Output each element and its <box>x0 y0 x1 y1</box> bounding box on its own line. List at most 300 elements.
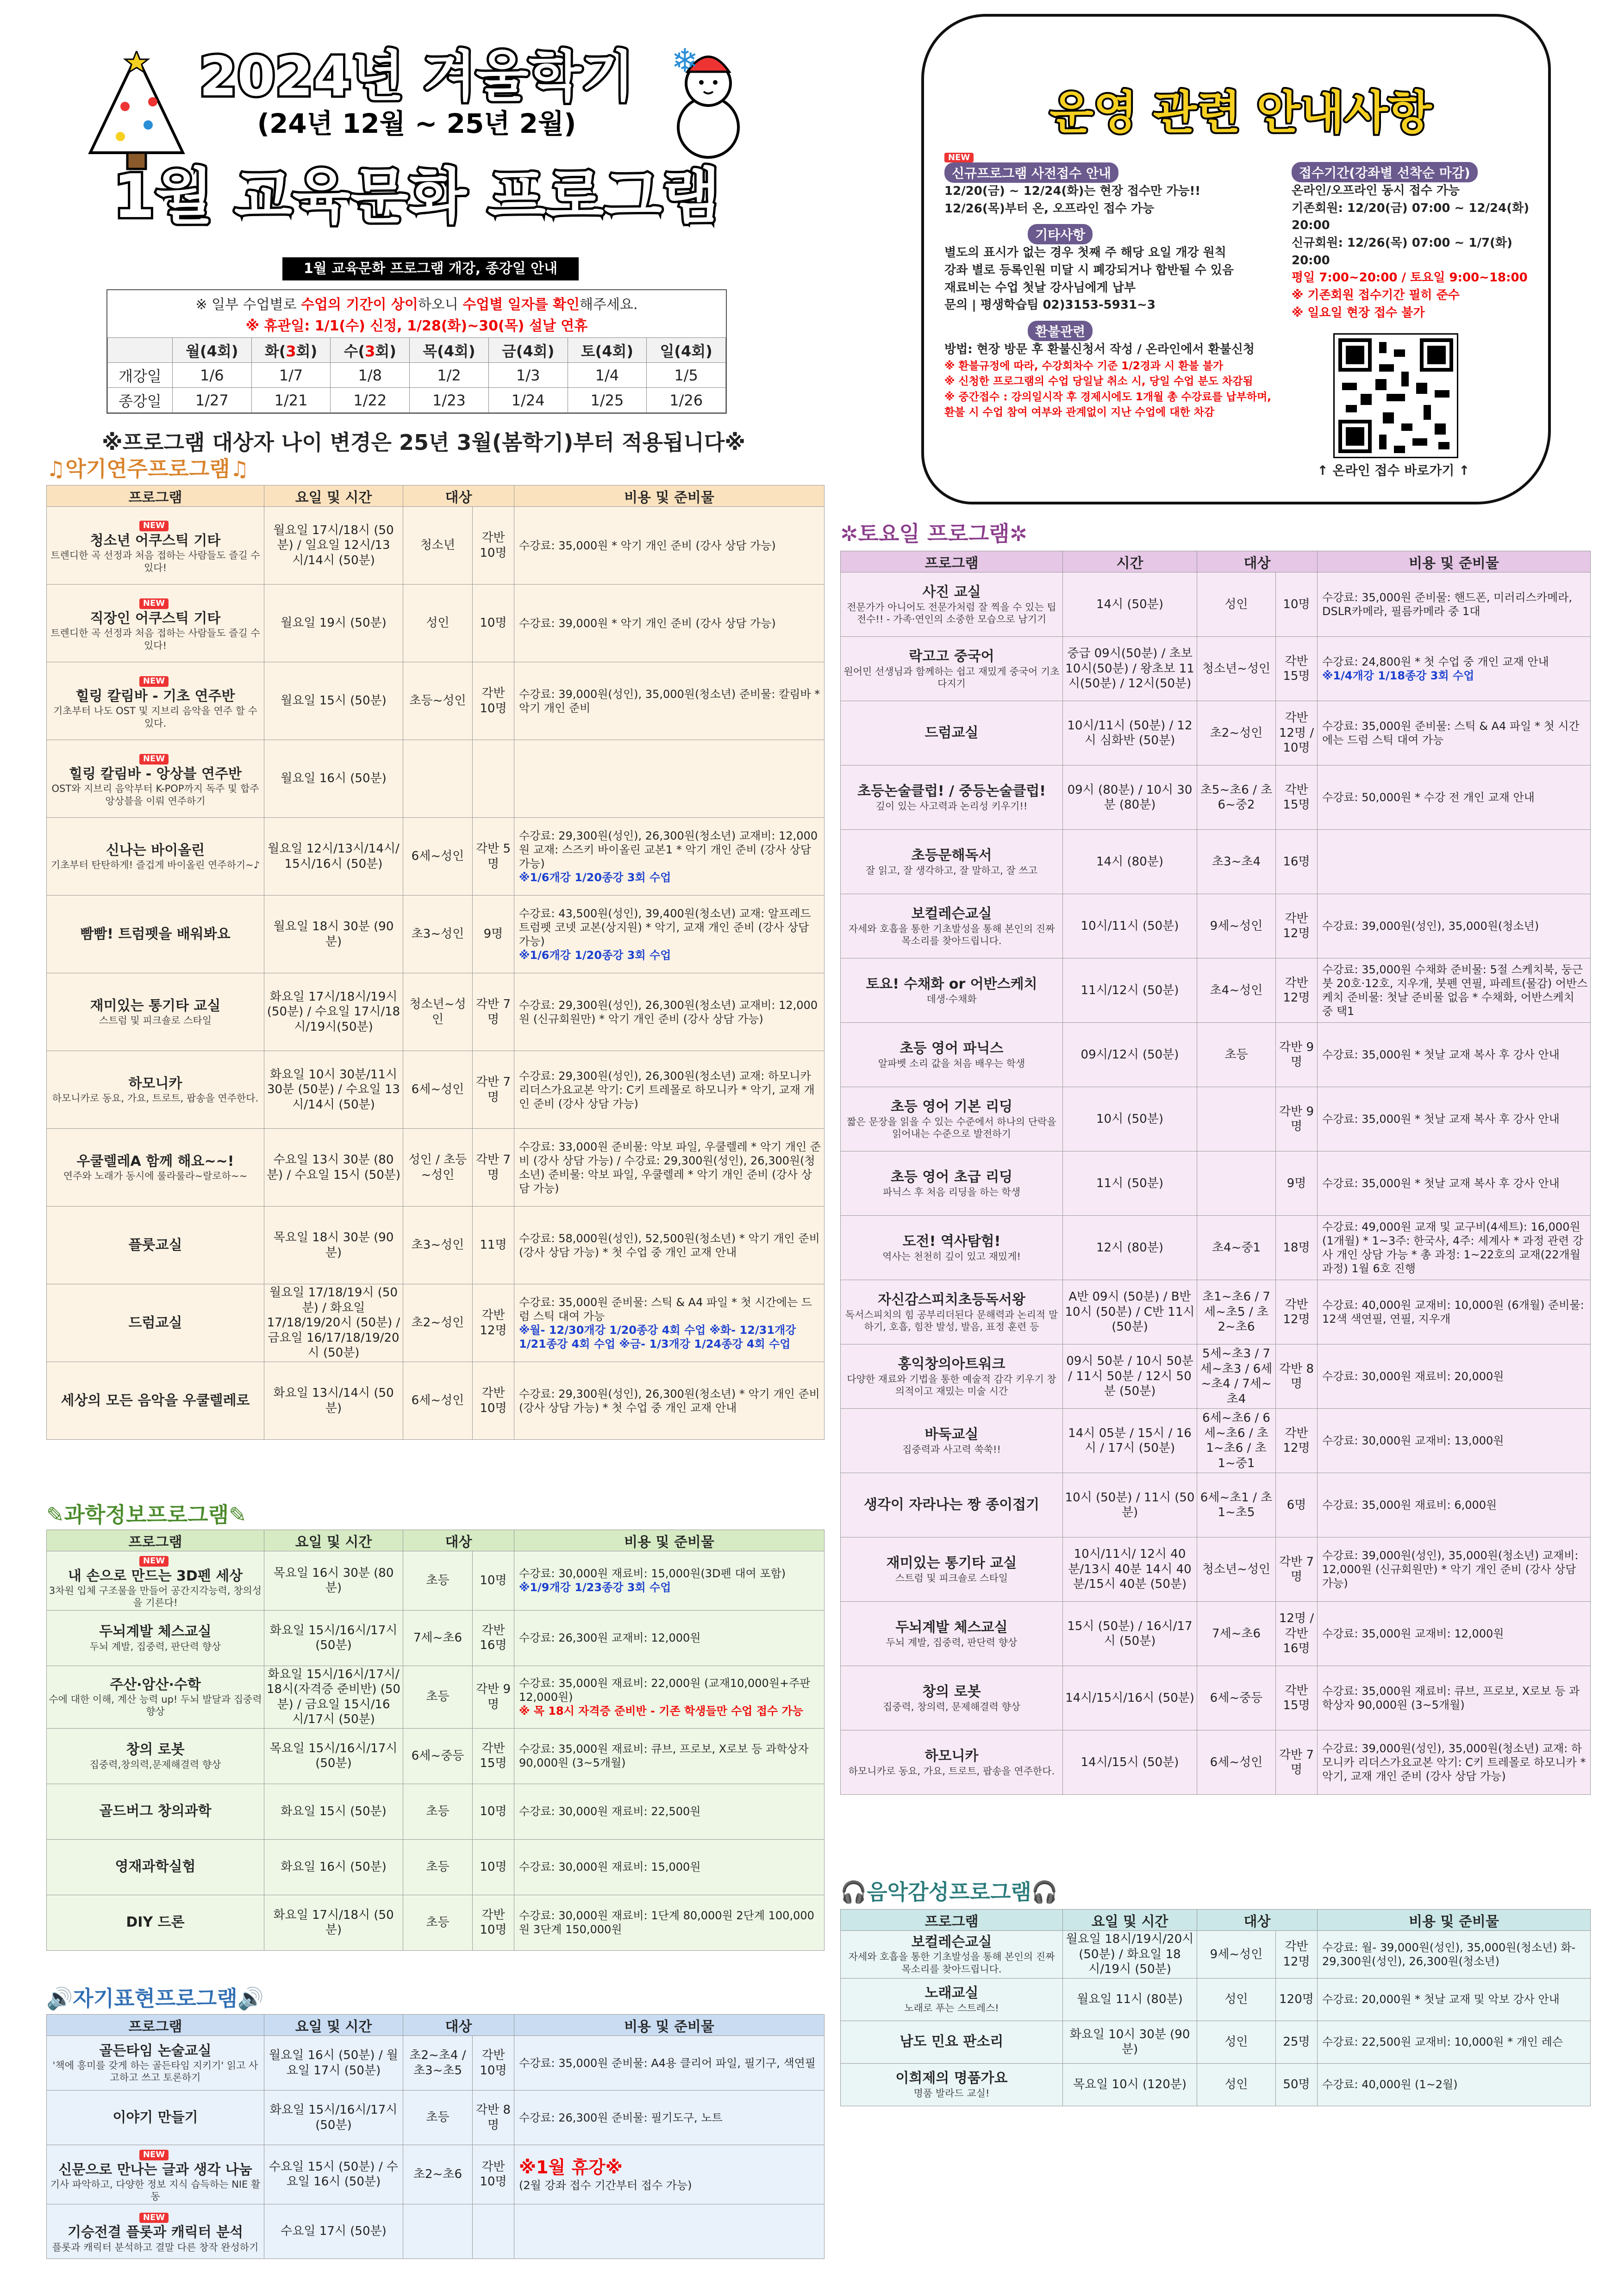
cost-cell <box>1318 765 1591 830</box>
table-header-cell: 비용 및 준비물 <box>514 485 824 507</box>
music-program-table <box>46 485 824 1440</box>
capacity-cell: 각반 9명 <box>473 1666 514 1728</box>
program-name: 락고고 중국어 <box>909 648 994 665</box>
target-cell: 6세~성인 <box>403 1362 473 1440</box>
cost-text: 수강료: 30,000원 재료비: 15,000원(3D펜 대여 포함) <box>519 1567 786 1580</box>
capacity-cell: 10명 <box>473 1839 514 1895</box>
capacity-cell: 각반 10명 <box>473 1895 514 1950</box>
program-name: DIY 드론 <box>126 1914 185 1931</box>
target-cell: 초등 <box>403 1839 473 1895</box>
program-name-cell <box>47 662 264 740</box>
target-cell: 6세~중등 <box>1197 1666 1276 1730</box>
table-row <box>841 1023 1591 1087</box>
program-name-cell <box>841 765 1063 830</box>
notice-line: 환불 시 수업 참여 여부와 관계없이 지난 수업에 대한 차감 <box>944 406 1215 418</box>
target-cell: 6세~성인 <box>403 818 473 896</box>
calendar-cell: 1/5 <box>647 363 726 388</box>
time-cell: 화요일 16시 (50분) <box>264 1839 403 1895</box>
warning-note: ※1월 휴강※ <box>519 2157 623 2178</box>
sparkle-icon: ✲ <box>840 521 858 546</box>
cost-text: 수강료: 30,000원 재료비: 15,000원 <box>519 1860 701 1873</box>
new-badge: NEW <box>139 1556 169 1567</box>
headphones-icon: 🎧 <box>1031 1879 1058 1904</box>
calendar-cell: 1/25 <box>568 388 647 413</box>
table-row <box>841 1344 1591 1409</box>
time-cell: 화요일 15시/16시/17시 (50분) <box>264 2091 403 2145</box>
target-cell <box>1197 1087 1276 1151</box>
program-name: 신나는 바이올린 <box>106 842 205 859</box>
new-badge: NEW <box>139 598 169 609</box>
program-desc: 하모니카로 동요, 가요, 트로트, 팝송을 연주한다. <box>848 1765 1055 1777</box>
cost-cell <box>514 1895 824 1950</box>
program-name-cell <box>841 572 1063 637</box>
program-name: 하모니카 <box>924 1748 979 1765</box>
capacity-cell: 각반 10명 <box>473 2036 514 2091</box>
program-desc: 기초부터 나도 OST 및 지브리 음악을 연주 할 수 있다. <box>53 705 257 729</box>
target-cell: 9세~성인 <box>1197 894 1276 958</box>
program-name: 홍익창의아트워크 <box>898 1356 1006 1372</box>
capacity-cell: 각반 7명 <box>473 1051 514 1129</box>
capacity-cell: 각반 9명 <box>1276 1087 1318 1151</box>
table-row <box>47 973 824 1051</box>
cost-cell <box>1318 1023 1591 1087</box>
program-desc: 알파벳 소리 값을 처음 배우는 학생 <box>878 1058 1025 1069</box>
schedule-subtitle: 1월 교육문화 프로그램 개강, 종강일 안내 <box>282 257 579 280</box>
calendar-cell: 종강일 <box>108 388 173 413</box>
registration-pill: 신규프로그램 사전접수 안내 <box>944 162 1118 183</box>
table-header-cell: 대상 <box>1197 551 1318 572</box>
cost-text: 수강료: 24,800원 * 첫 수업 중 개인 교재 안내 <box>1322 655 1549 668</box>
program-name-cell <box>841 1931 1063 1979</box>
calendar-cell <box>331 338 410 363</box>
session-note: ※1/6개강 1/20종강 3회 수업 <box>519 948 671 962</box>
cost-cell <box>1318 1087 1591 1151</box>
program-desc: 역사는 천천히 깊이 있고 재밌게! <box>882 1251 1021 1262</box>
target-cell: 초2~성인 <box>1197 701 1276 765</box>
program-name-cell <box>47 507 264 585</box>
program-desc: 집중력, 창의력, 문제해결력 향상 <box>882 1701 1021 1712</box>
target-cell: 초등 <box>403 1666 473 1728</box>
notice-line: ※ 신청한 프로그램의 수업 당일날 취소 시, 당일 수업 분도 차감됨 <box>944 375 1253 388</box>
time-cell: 목요일 10시 (120분) <box>1063 2063 1197 2106</box>
target-cell: 6세~성인 <box>1197 1730 1276 1795</box>
notice-line: 별도의 표시가 없는 경우 첫째 주 해당 요일 개강 원칙 <box>944 246 1226 260</box>
program-name: 초등 영어 파닉스 <box>899 1040 1004 1057</box>
program-name-cell <box>841 1602 1063 1666</box>
table-header-cell: 비용 및 준비물 <box>514 1530 824 1551</box>
capacity-cell: 각반 15명 <box>473 1728 514 1784</box>
qr-code-icon[interactable] <box>1333 333 1458 458</box>
time-cell: 목요일 16시 30분 (80분) <box>264 1551 403 1611</box>
program-desc: 트렌디한 곡 선정과 처음 접하는 사람들도 즐길 수 있다! <box>50 628 260 651</box>
time-cell: A반 09시 (50분) / B반 10시 (50분) / C반 11시 (50분) <box>1063 1280 1197 1344</box>
time-cell: 월요일 15시 (50분) <box>264 662 403 740</box>
program-name: 신문으로 만나는 글과 생각 나눔 <box>58 2161 252 2178</box>
calendar-day-part: 3 <box>365 342 375 360</box>
refund-lines <box>944 341 1282 359</box>
calendar-cell: 1/26 <box>647 388 726 413</box>
calendar-day-part: 회) <box>296 342 318 360</box>
calendar-cell: 1/21 <box>251 388 331 413</box>
capacity-cell: 각반 12명 <box>1276 1931 1318 1979</box>
target-cell: 초4~중1 <box>1197 1216 1276 1280</box>
program-name: 재미있는 통기타 교실 <box>886 1555 1017 1572</box>
calendar-day-part: 화( <box>264 342 286 360</box>
capacity-cell: 10명 <box>473 585 514 662</box>
calendar-cell <box>251 338 331 363</box>
program-name-cell <box>47 1728 264 1784</box>
headphones-icon: 🎧 <box>840 1879 867 1904</box>
program-name: 바둑교실 <box>924 1426 979 1443</box>
calendar-cell <box>108 338 173 363</box>
target-cell: 6세~성인 <box>403 1051 473 1129</box>
target-cell: 7세~초6 <box>1197 1602 1276 1666</box>
target-cell: 초등~성인 <box>403 662 473 740</box>
table-header-cell: 프로그램 <box>841 1910 1063 1931</box>
program-name: 두뇌계발 체스교실 <box>895 1619 1008 1636</box>
table-header-row <box>841 551 1591 572</box>
program-name-cell <box>841 1730 1063 1795</box>
time-cell: 월요일 11시 (80분) <box>1063 1978 1197 2021</box>
registration-lines <box>944 183 1282 218</box>
program-desc: 깊이 있는 사고력과 논리성 키우기!! <box>875 800 1028 812</box>
etc-lines <box>944 244 1282 314</box>
program-name: 창의 로봇 <box>922 1684 981 1700</box>
notice-line: 문의 | 평생학습팀 02)3153-5931~3 <box>944 298 1156 312</box>
program-name: 청소년 어쿠스틱 기타 <box>90 532 221 549</box>
cost-cell <box>1318 2021 1591 2063</box>
time-cell: 10시/11시 (50분) <box>1063 894 1197 958</box>
cost-cell <box>514 1728 824 1784</box>
cost-text: 수강료: 35,000원 준비물: 핸드폰, 미러리스카메라, DSLR카메라, 필름카메라 중 1대 <box>1322 591 1573 618</box>
notice-line: 방법: 현장 방문 후 환불신청서 작성 / 온라인에서 환불신청 <box>944 342 1255 357</box>
program-name: 드럼교실 <box>128 1314 182 1331</box>
notice-line: ※ 환불규정에 따라, 수강회차수 기준 1/2경과 시 환불 불가 <box>944 360 1224 372</box>
table-header-cell: 요일 및 시간 <box>264 1530 403 1551</box>
capacity-cell: 각반 15명 <box>1276 637 1318 701</box>
cost-cell <box>514 2036 824 2091</box>
time-cell: 09시 50분 / 10시 50분 / 11시 50분 / 12시 50분 (50분) <box>1063 1344 1197 1409</box>
calendar-cell: 1/23 <box>410 388 489 413</box>
time-cell: 11시 (50분) <box>1063 1151 1197 1216</box>
capacity-cell: 10명 <box>473 1551 514 1611</box>
program-desc: 자세와 호흡을 통한 기초발성을 통해 본인의 진짜 목소리를 찾아드립니다. <box>848 1951 1055 1975</box>
calendar-cell: 토(4회) <box>568 338 647 363</box>
time-cell: 11시/12시 (50분) <box>1063 958 1197 1023</box>
cost-text: 수강료: 33,000원 준비물: 악보 파일, 우쿨렐레 * 악기 개인 준비 (강사 상담 가능) / 수강료: 29,300원(성인), 26,300원(청소년) 준비물: 악보 파일, 우쿨렐레 * 악기 개인 준비 (강사 상담 가능) <box>519 1140 821 1195</box>
program-name-cell <box>47 1666 264 1728</box>
program-name-cell <box>47 1551 264 1611</box>
cost-cell <box>514 1284 824 1362</box>
calendar-cell: 1/24 <box>488 388 568 413</box>
table-header-cell: 요일 및 시간 <box>264 2015 403 2036</box>
new-badge: NEW <box>944 153 974 162</box>
table-row <box>841 1473 1591 1537</box>
program-desc: OST와 지브리 음악부터 K-POP까지 독주 및 합주 앙상블을 이뤄 연주하기 <box>51 783 259 807</box>
cost-cell <box>514 1129 824 1207</box>
calendar-cell: 월(4회) <box>172 338 251 363</box>
program-desc: 하모니카로 동요, 가요, 트로트, 팝송을 연주한다. <box>52 1093 259 1104</box>
program-desc: 잘 읽고, 잘 생각하고, 잘 말하고, 잘 쓰고 <box>865 865 1038 876</box>
time-cell: 월요일 18시 30분 (90분) <box>264 896 403 973</box>
session-note: ※1/4개강 1/18종강 3회 수업 <box>1322 669 1474 682</box>
cost-text: 수강료: 35,000원 수채화 준비물: 5절 스케치북, 둥근붓 20호·12호, 지우개, 붓펜 연필, 파레트(물감) 어반스케치 준비물: 첫날 준비물 없음 * 수채화, 어반스케치 중 택1 <box>1322 963 1588 1018</box>
program-desc: 데생·수채화 <box>926 993 977 1005</box>
cost-text: 수강료: 29,300원(성인), 26,300원(청소년) * 악기 개인 준비 (강사 상담 가능) * 첫 수업 중 개인 교재 안내 <box>519 1387 820 1414</box>
table-header-cell: 프로그램 <box>841 551 1063 572</box>
new-badge: NEW <box>139 754 169 765</box>
table-row <box>47 1839 824 1895</box>
program-name-cell <box>841 1216 1063 1280</box>
program-desc: 두뇌 계발, 집중력, 판단력 향상 <box>886 1636 1018 1648</box>
time-cell: 월요일 18시/19시/20시 (50분) / 화요일 18시/19시 (50분) <box>1063 1931 1197 1979</box>
cost-text: 수강료: 35,000원 재료비: 큐브, 프로보, X로보 등 과학상자 90,000원 (3~5개월) <box>519 1742 809 1769</box>
period-rules <box>1292 269 1532 322</box>
table-row <box>47 818 824 896</box>
notice-line: 12/20(금) ~ 12/24(화)는 현장 접수만 가능!! <box>944 184 1201 198</box>
table-row <box>47 662 824 740</box>
program-name-cell <box>841 1666 1063 1730</box>
cost-text: 수강료: 월- 39,000원(성인), 35,000원(청소년) 화- 29,300원(성인), 26,300원(청소년) <box>1322 1941 1576 1968</box>
registration-block <box>944 153 1282 420</box>
sparkle-icon: ✲ <box>1009 521 1028 546</box>
cost-text: 수강료: 35,000원 준비물: 스틱 & A4 파일 * 첫 시간에는 드럼 스틱 대여 가능 <box>519 1295 812 1323</box>
table-row <box>47 507 824 585</box>
notice-line: ※ 일요일 현장 접수 불가 <box>1292 305 1425 320</box>
table-header-row <box>841 1910 1591 1931</box>
program-name: 두뇌계발 체스교실 <box>99 1624 212 1640</box>
time-cell: 목요일 18시 30분 (90분) <box>264 1207 403 1284</box>
table-row <box>47 2091 824 2145</box>
target-cell: 초5~초6 / 초6~중2 <box>1197 765 1276 830</box>
table-header-cell: 비용 및 준비물 <box>1318 1910 1591 1931</box>
program-desc: 두뇌 계발, 집중력, 판단력 향상 <box>89 1641 221 1652</box>
time-cell: 09시 (80분) / 10시 30분 (80분) <box>1063 765 1197 830</box>
cost-cell <box>1318 894 1591 958</box>
table-header-cell: 프로그램 <box>47 2015 264 2036</box>
time-cell: 화요일 10시 30분 (90분) <box>1063 2021 1197 2063</box>
cost-text: 수강료: 35,000원 * 첫날 교재 복사 후 강사 안내 <box>1322 1048 1560 1061</box>
program-name-cell <box>841 2021 1063 2063</box>
program-desc: 기초부터 탄탄하게! 즐겁게 바이올린 연주하기~♪ <box>50 859 260 871</box>
cost-cell <box>1318 701 1591 765</box>
program-name-cell <box>841 1344 1063 1409</box>
table-row <box>841 1087 1591 1151</box>
etc-pill: 기타사항 <box>1028 224 1093 244</box>
cost-cell <box>1318 1409 1591 1473</box>
time-cell: 월요일 16시 (50분) <box>264 740 403 818</box>
notice-line: ※ 중간접수 : 강의일시작 후 경제시에도 1개월 총 수강료를 납부하며, <box>944 391 1272 403</box>
cost-text: 수강료: 30,000원 재료비: 20,000원 <box>1322 1370 1504 1383</box>
cost-cell <box>514 507 824 585</box>
notice-line: ※ 기존회원 접수기간 필히 준수 <box>1292 288 1460 303</box>
target-cell: 6세~초6 / 6세~초6 / 초1~초6 / 초1~중1 <box>1197 1409 1276 1473</box>
new-badge: NEW <box>139 676 169 687</box>
cost-cell <box>1318 1666 1591 1730</box>
table-row <box>47 2145 824 2204</box>
program-name: 주산·암산·수학 <box>110 1676 201 1693</box>
time-cell: 화요일 10시 30분/11시 30분 (50분) / 수요일 13시/14시 (50분) <box>264 1051 403 1129</box>
speaker-icon: 🔊 <box>237 1986 264 2011</box>
time-cell: 수요일 15시 (50분) / 수요일 16시 (50분) <box>264 2145 403 2204</box>
qr-caption[interactable]: ↑ 온라인 접수 바로가기 ↑ <box>1317 463 1470 478</box>
program-name-cell <box>841 1537 1063 1602</box>
age-change-notice: ※프로그램 대상자 나이 변경은 25년 3월(봄학기)부터 적용됩니다※ <box>101 430 746 455</box>
program-name-cell <box>47 2204 264 2259</box>
capacity-cell: 각반 10명 <box>473 507 514 585</box>
table-row <box>47 1207 824 1284</box>
cost-text: 수강료: 40,000원 교재비: 10,000원 (6개월) 준비물: 12색 색연필, 연필, 지우개 <box>1322 1299 1584 1325</box>
table-row <box>47 2204 824 2259</box>
program-name-cell <box>841 1151 1063 1216</box>
program-name: 영재과학실험 <box>115 1859 196 1875</box>
cost-cell <box>1318 1280 1591 1344</box>
program-name-cell <box>841 701 1063 765</box>
program-name-cell <box>47 1051 264 1129</box>
program-desc: 스트럼 및 피크숄로 스타일 <box>895 1572 1008 1584</box>
target-cell: 초3~성인 <box>403 896 473 973</box>
cost-text: 수강료: 49,000원 교재 및 교구비(4세트): 16,000원 (1개월) * 1~3주: 한국사, 4주: 세계사 * 과정 관련 강사 개인 상담 가능 * 총 과정: 1~22호의 교재(22개월 과정) 1월 6호 진행 <box>1322 1220 1584 1275</box>
target-cell <box>403 2204 473 2259</box>
calendar-cell: 1/27 <box>172 388 251 413</box>
program-name-cell <box>841 1473 1063 1537</box>
table-row <box>47 1666 824 1728</box>
cost-text: 수강료: 22,500원 교재비: 10,000원 * 개인 레슨 <box>1322 2035 1563 2048</box>
program-name: 힐링 칼림바 - 기초 연주반 <box>75 688 235 704</box>
saturday-program-table <box>840 551 1591 1795</box>
cost-cell <box>514 818 824 896</box>
capacity-cell: 9명 <box>1276 1151 1318 1216</box>
target-cell: 초2~초6 <box>403 2145 473 2204</box>
table-row <box>47 1784 824 1839</box>
time-cell: 화요일 17시/18시/19시(50분) / 수요일 17시/18시/19시(50분) <box>264 973 403 1051</box>
cost-cell <box>1318 1978 1591 2021</box>
program-name-cell <box>47 740 264 818</box>
period-block <box>1292 162 1532 322</box>
program-name: 이야기 만들기 <box>112 2109 198 2126</box>
cost-text: 수강료: 35,000원 재료비: 큐브, 프로보, X로보 등 과학상자 90,000원 (3~5개월) <box>1322 1685 1580 1711</box>
cost-cell <box>514 1666 824 1728</box>
table-row <box>841 572 1591 637</box>
target-cell: 초3~성인 <box>403 1207 473 1284</box>
capacity-cell: 각반 10명 <box>473 2145 514 2204</box>
table-row <box>841 1931 1591 1979</box>
capacity-cell: 각반 15명 <box>1276 765 1318 830</box>
program-desc: '책에 흥미를 갖게 하는 골든타임 지키기' 읽고 사고하고 쓰고 토론하기 <box>52 2060 258 2084</box>
new-badge: NEW <box>139 521 169 531</box>
time-cell: 수요일 17시 (50분) <box>264 2204 403 2259</box>
cost-cell <box>514 1551 824 1611</box>
program-name-cell <box>841 1087 1063 1151</box>
target-cell: 초등 <box>403 1895 473 1950</box>
time-cell: 중급 09시(50분) / 초보 10시(50분) / 왕초보 11시(50분) / 12시(50분) <box>1063 637 1197 701</box>
program-desc: 짧은 문장을 읽을 수 있는 수준에서 하나의 단락을 읽어내는 수준으로 발전하기 <box>847 1116 1056 1139</box>
cost-cell <box>514 1051 824 1129</box>
program-name-cell <box>47 973 264 1051</box>
table-header-row <box>47 1530 824 1551</box>
session-note: ※월- 12/30개강 1/20종강 4회 수업 ※화- 12/31개강 1/21종강 4회 수업 ※금- 1/3개강 1/24종강 4회 수업 <box>519 1323 796 1350</box>
program-desc: 기사 파악하고, 다양한 정보 지식 습득하는 NIE 활동 <box>50 2179 261 2203</box>
table-row <box>841 958 1591 1023</box>
table-row <box>47 2036 824 2091</box>
program-name: 사진 교실 <box>922 584 981 600</box>
program-name: 내 손으로 만드는 3D펜 세상 <box>68 1568 243 1584</box>
target-cell: 청소년~성인 <box>1197 1537 1276 1602</box>
time-cell: 14시 (80분) <box>1063 830 1197 894</box>
table-row <box>47 740 824 818</box>
target-cell: 초등 <box>403 2091 473 2145</box>
program-name-cell <box>47 896 264 973</box>
time-cell: 14시 05분 / 15시 / 16시 / 17시 (50분) <box>1063 1409 1197 1473</box>
program-desc: 다양한 재료와 기법을 통한 예술적 감각 키우기 창의적이고 재밌는 미술 시간 <box>847 1373 1056 1397</box>
listening-program-table <box>840 1909 1591 2106</box>
time-cell: 화요일 15시 (50분) <box>264 1784 403 1839</box>
cost-text: 수강료: 35,000원 교재비: 12,000원 <box>1322 1627 1504 1640</box>
program-name-cell <box>841 1978 1063 2021</box>
program-desc: 트렌디한 곡 선정과 처음 접하는 사람들도 즐길 수 있다! <box>50 550 260 573</box>
capacity-cell: 9명 <box>473 896 514 973</box>
calendar-day-part: 3 <box>286 342 296 360</box>
time-cell: 10시 (50분) / 11시 (50분) <box>1063 1473 1197 1537</box>
holiday-notice: ※ 휴관일: 1/1(수) 신정, 1/28(화)~30(목) 설날 연휴 <box>245 318 588 334</box>
time-cell: 월요일 12시/13시/14시/ 15시/16시 (50분) <box>264 818 403 896</box>
calendar-cell: 1/3 <box>488 363 568 388</box>
program-name: 플룻교실 <box>128 1237 182 1253</box>
time-cell: 수요일 13시 30분 (80분) / 수요일 15시 (50분) <box>264 1129 403 1207</box>
capacity-cell: 각반 8명 <box>473 2091 514 2145</box>
cost-text: 수강료: 26,300원 교재비: 12,000원 <box>519 1631 701 1644</box>
program-name: 보컬레슨교실 <box>911 1934 992 1950</box>
time-cell: 09시/12시 (50분) <box>1063 1023 1197 1087</box>
program-name: 재미있는 통기타 교실 <box>90 997 221 1014</box>
program-desc: 자세와 호흡을 통한 기초발성을 통해 본인의 진짜 목소리를 찾아드립니다. <box>848 923 1055 946</box>
table-header-row <box>47 485 824 507</box>
program-name-cell <box>47 2036 264 2091</box>
table-row <box>47 1129 824 1207</box>
refund-rules <box>944 359 1282 420</box>
capacity-cell: 각반 7명 <box>1276 1537 1318 1602</box>
target-cell: 성인 / 초등~성인 <box>403 1129 473 1207</box>
target-cell: 청소년 <box>403 507 473 585</box>
notice-line: 기존회원: 12/20(금) 07:00 ~ 12/24(화) 20:00 <box>1292 201 1530 233</box>
period-pill: 접수기간(강좌별 선착순 마감) <box>1292 162 1478 182</box>
capacity-cell: 11명 <box>473 1207 514 1284</box>
target-cell: 초3~초4 <box>1197 830 1276 894</box>
program-name-cell <box>47 1610 264 1666</box>
cost-cell <box>514 2204 824 2259</box>
cost-text: 수강료: 30,000원 재료비: 22,500원 <box>519 1805 701 1818</box>
session-note: ※1/6개강 1/20종강 3회 수업 <box>519 871 671 884</box>
program-name: 직장인 어쿠스틱 기타 <box>90 610 221 627</box>
table-header-cell: 대상 <box>1197 1910 1318 1931</box>
notice-line: ※ 일부 수업별로 수업의 기간이 상이하오니 수업별 일자를 확인해주세요. <box>195 297 638 313</box>
target-cell: 초2~성인 <box>403 1284 473 1362</box>
cost-text: 수강료: 35,000원 재료비: 22,000원 (교재10,000원+주판12,000원) <box>519 1676 811 1704</box>
time-cell: 화요일 13시/14시 (50분) <box>264 1362 403 1440</box>
capacity-cell: 12명 / 각반 16명 <box>1276 1602 1318 1666</box>
capacity-cell: 10명 <box>1276 572 1318 637</box>
time-cell: 월요일 17/18/19시 (50분) / 화요일 17/18/19/20시 (50분) / 금요일 16/17/18/19/20시 (50분) <box>264 1284 403 1362</box>
target-cell: 성인 <box>1197 1978 1276 2021</box>
cost-text: 수강료: 40,000원 (1~2월) <box>1322 2078 1458 2091</box>
capacity-cell: 각반 10명 <box>473 1362 514 1440</box>
table-row <box>47 1284 824 1362</box>
target-cell: 초등 <box>403 1784 473 1839</box>
table-row <box>841 1151 1591 1216</box>
cost-cell <box>1318 637 1591 701</box>
target-cell: 초1~초6 / 7세~초5 / 초2~초6 <box>1197 1280 1276 1344</box>
program-desc: 집중력과 사고력 쑥쑥!! <box>902 1444 1001 1455</box>
